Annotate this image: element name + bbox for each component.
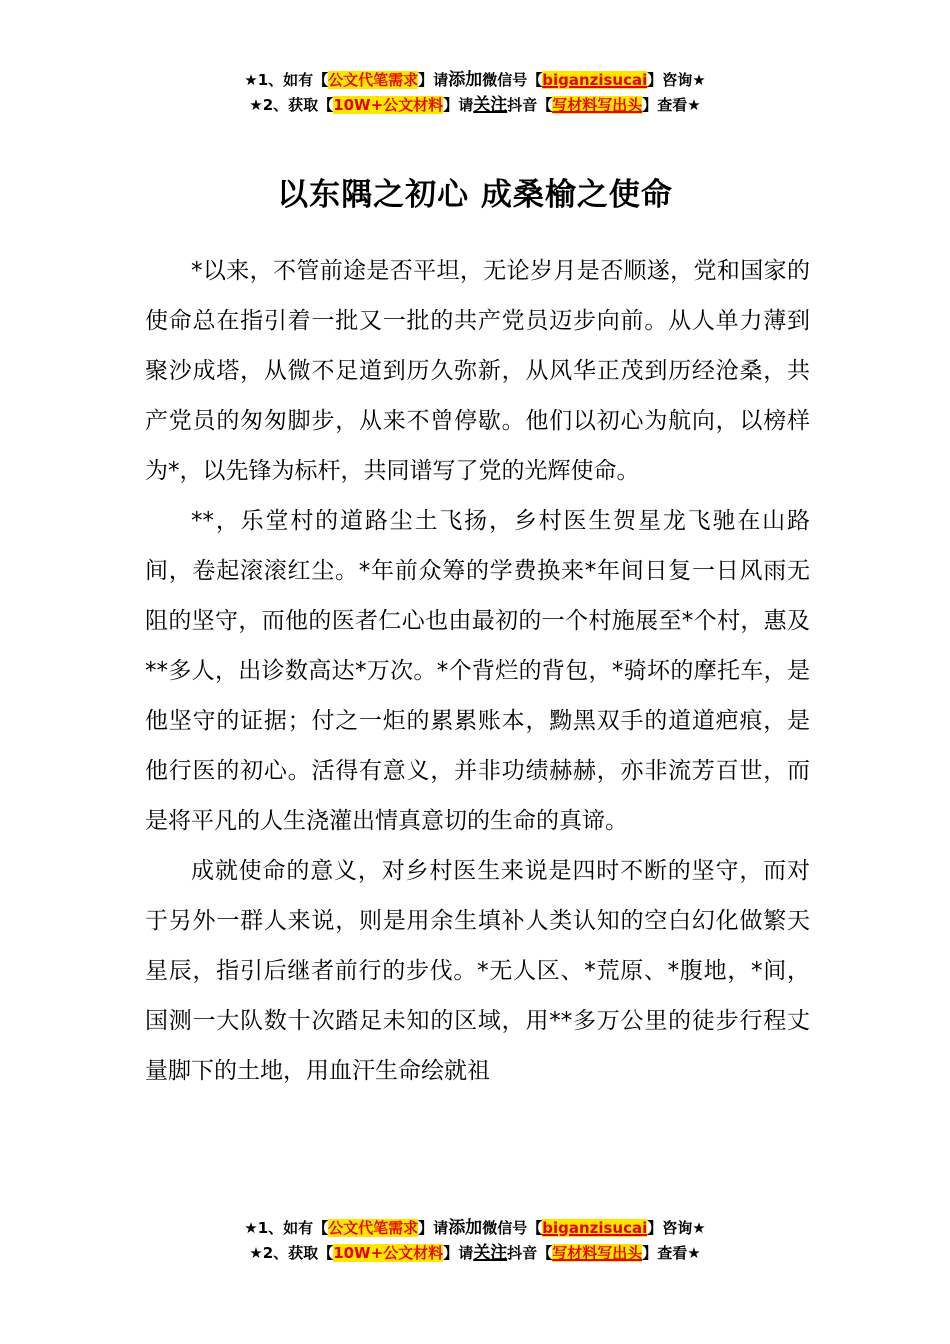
- footer-line-2-middle: 】请: [443, 1244, 474, 1262]
- footer-douyin-account: 写材料写出头: [552, 1244, 643, 1262]
- banner-line-2-emphasis: 关注: [473, 95, 508, 115]
- banner-line-1-emphasis: 添加: [448, 70, 483, 90]
- banner-line-1-middle-2: 微信号【: [482, 71, 543, 89]
- document-title: 以东隅之初心 成桑榆之使命: [277, 177, 673, 213]
- header-banner: [0, 68, 950, 118]
- paragraph-3: 成就使命的意义，对乡村医生来说是四时不断的坚守，而对于另外一群人来说，则是用余生填补人类认知的空白幻化做繁天星辰，指引后继者前行的步伐。*无人区、*荒原、*腹地，*间，国测一大队数十次踏足未知的区域，用**多万公里的徒步行程丈量脚下的土地，用血汗生命绘就祖: [145, 858, 810, 1084]
- banner-line-1-highlight: 公文代笔需求: [328, 71, 419, 89]
- banner-douyin-account: 写材料写出头: [552, 96, 643, 114]
- footer-banner-line-1: [0, 1216, 950, 1241]
- footer-line-2-suffix: 】查看★: [642, 1244, 701, 1262]
- footer-line-2-emphasis: 关注: [473, 1243, 508, 1263]
- footer-line-2-middle-2: 抖音【: [507, 1244, 553, 1262]
- footer-line-1-middle-2: 微信号【: [482, 1219, 543, 1237]
- footer-line-1-prefix: ★1、如有【: [244, 1219, 329, 1237]
- footer-banner-line-2: [0, 1241, 950, 1266]
- footer-line-1-highlight: 公文代笔需求: [328, 1219, 419, 1237]
- footer-line-1-suffix: 】咨询★: [647, 1219, 706, 1237]
- footer-line-2-prefix: ★2、获取【: [249, 1244, 334, 1262]
- banner-wechat-id: biganzisucai: [542, 71, 648, 89]
- banner-line-1: [0, 68, 950, 93]
- paragraph-1: *以来，不管前途是否平坦，无论岁月是否顺遂，党和国家的使命总在指引着一批又一批的共产党员迈步向前。从人单力薄到聚沙成塔，从微不足道到历久弥新，从风华正茂到历经沧桑，共产党员的匆匆脚步，从来不曾停歇。他们以初心为航向，以榜样为*，以先锋为标杆，共同谱写了党的光辉使命。: [145, 258, 810, 484]
- document-body: [145, 246, 810, 1096]
- banner-line-2-middle-2: 抖音【: [507, 96, 553, 114]
- banner-line-1-middle: 】请: [418, 71, 449, 89]
- footer-banner: [0, 1216, 950, 1266]
- banner-line-2-highlight: 10W+公文材料: [333, 96, 444, 114]
- banner-line-2-suffix: 】查看★: [642, 96, 701, 114]
- footer-line-1-middle: 】请: [418, 1219, 449, 1237]
- banner-line-2-prefix: ★2、获取【: [249, 96, 334, 114]
- footer-line-2-highlight: 10W+公文材料: [333, 1244, 444, 1262]
- footer-wechat-id: biganzisucai: [542, 1219, 648, 1237]
- banner-line-2: [0, 93, 950, 118]
- banner-line-1-suffix: 】咨询★: [647, 71, 706, 89]
- banner-line-1-prefix: ★1、如有【: [244, 71, 329, 89]
- banner-line-2-middle: 】请: [443, 96, 474, 114]
- footer-line-1-emphasis: 添加: [448, 1218, 483, 1238]
- paragraph-2: **，乐堂村的道路尘土飞扬，乡村医生贺星龙飞驰在山路间，卷起滚滚红尘。*年前众筹的学费换来*年间日复一日风雨无阻的坚守，而他的医者仁心也由最初的一个村施展至*个村，惠及**多人，出诊数高达*万次。*个背烂的背包，*骑坏的摩托车，是他坚守的证据；付之一炬的累累账本，黝黑双手的道道疤痕，是他行医的初心。活得有意义，并非功绩赫赫，亦非流芳百世，而是将平凡的人生浇灌出情真意切的生命的真谛。: [145, 508, 810, 834]
